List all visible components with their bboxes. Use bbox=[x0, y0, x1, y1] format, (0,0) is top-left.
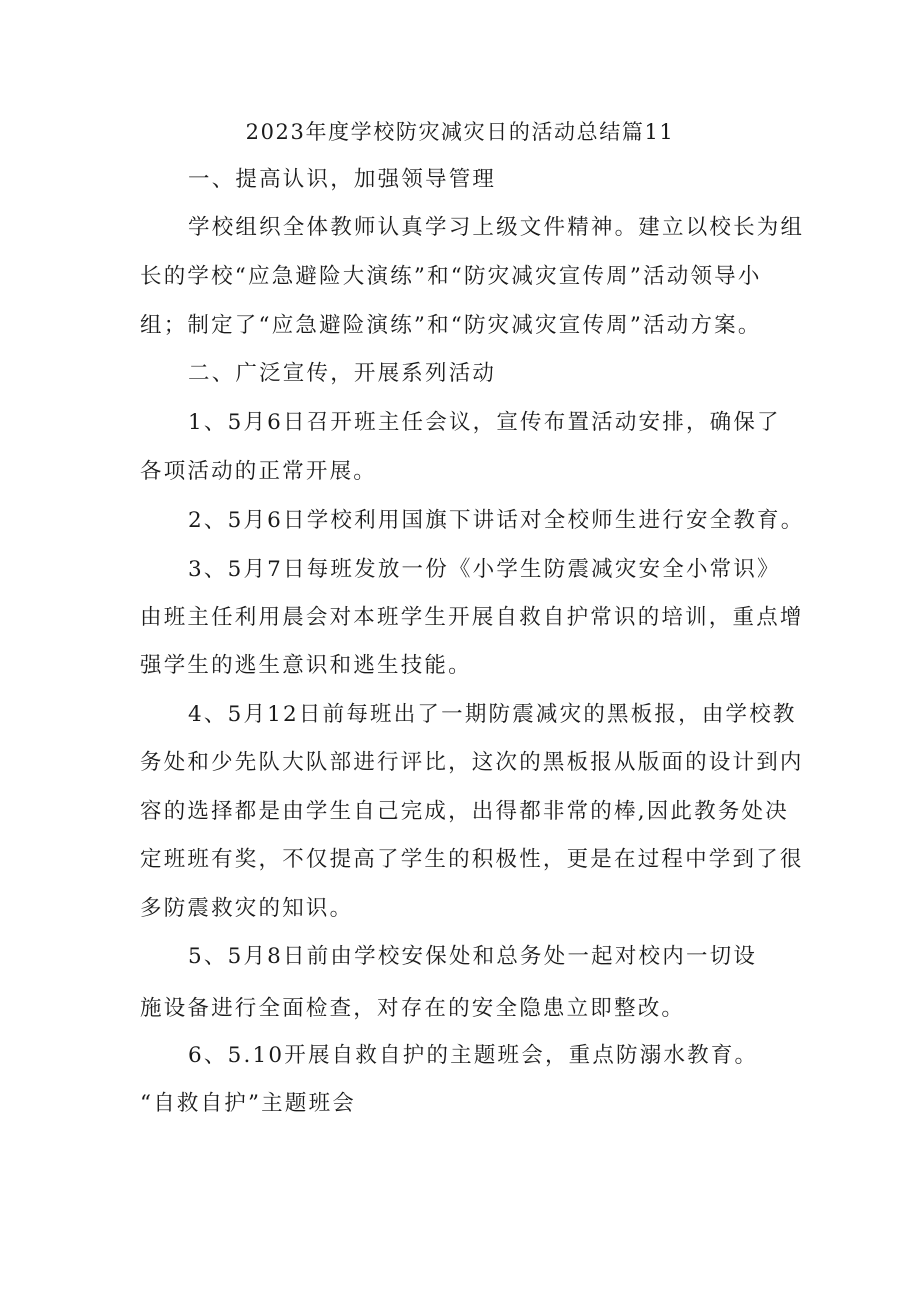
paragraph-line: 学校组织全体教师认真学习上级文件精神。建立以校长为组 bbox=[188, 215, 805, 240]
list-item-line: 多防震救灾的知识。 bbox=[140, 896, 354, 921]
paragraph-line: 组；制定了“应急避险演练”和“防灾减灾宣传周”活动方案。 bbox=[140, 313, 762, 338]
list-item-line: “自救自护”主题班会 bbox=[140, 1091, 356, 1116]
list-item-line: 由班主任利用晨会对本班学生开展自救自护常识的培训，重点增 bbox=[140, 605, 804, 630]
list-item-line: 各项活动的正常开展。 bbox=[140, 459, 378, 484]
document-title: 2023年度学校防灾减灾日的活动总结篇11 bbox=[245, 120, 675, 144]
list-item-line: 4、5月12日前每班出了一期防震减灾的黑板报，由学校教 bbox=[188, 702, 797, 727]
list-item-line: 5、5月8日前由学校安保处和总务处一起对校内一切设 bbox=[188, 944, 758, 969]
list-item-line: 1、5月6日召开班主任会议，宣传布置活动安排，确保了 bbox=[188, 410, 781, 435]
list-item-line: 施设备进行全面检查，对存在的安全隐患立即整改。 bbox=[140, 996, 686, 1021]
list-item-line: 6、5.10开展自救自护的主题班会，重点防溺水教育。 bbox=[188, 1043, 759, 1068]
list-item-line: 3、5月7日每班发放一份《小学生防震减灾安全小常识》 bbox=[188, 557, 781, 582]
section-heading-1: 一、提高认识，加强领导管理 bbox=[188, 167, 497, 192]
section-heading-2: 二、广泛宣传，开展系列活动 bbox=[188, 361, 497, 386]
list-item-line: 定班班有奖，不仅提高了学生的积极性，更是在过程中学到了很 bbox=[140, 847, 804, 872]
list-item-line: 2、5月6日学校利用国旗下讲话对全校师生进行安全教育。 bbox=[188, 508, 805, 533]
paragraph-line: 长的学校“应急避险大演练”和“防灾减灾宣传周”活动领导小 bbox=[140, 264, 762, 289]
list-item-line: 容的选择都是由学生自己完成，出得都非常的棒,因此教务处决 bbox=[140, 799, 789, 824]
list-item-line: 务处和少先队大队部进行评比，这次的黑板报从版面的设计到内 bbox=[140, 750, 804, 775]
list-item-line: 强学生的逃生意识和逃生技能。 bbox=[140, 653, 472, 678]
